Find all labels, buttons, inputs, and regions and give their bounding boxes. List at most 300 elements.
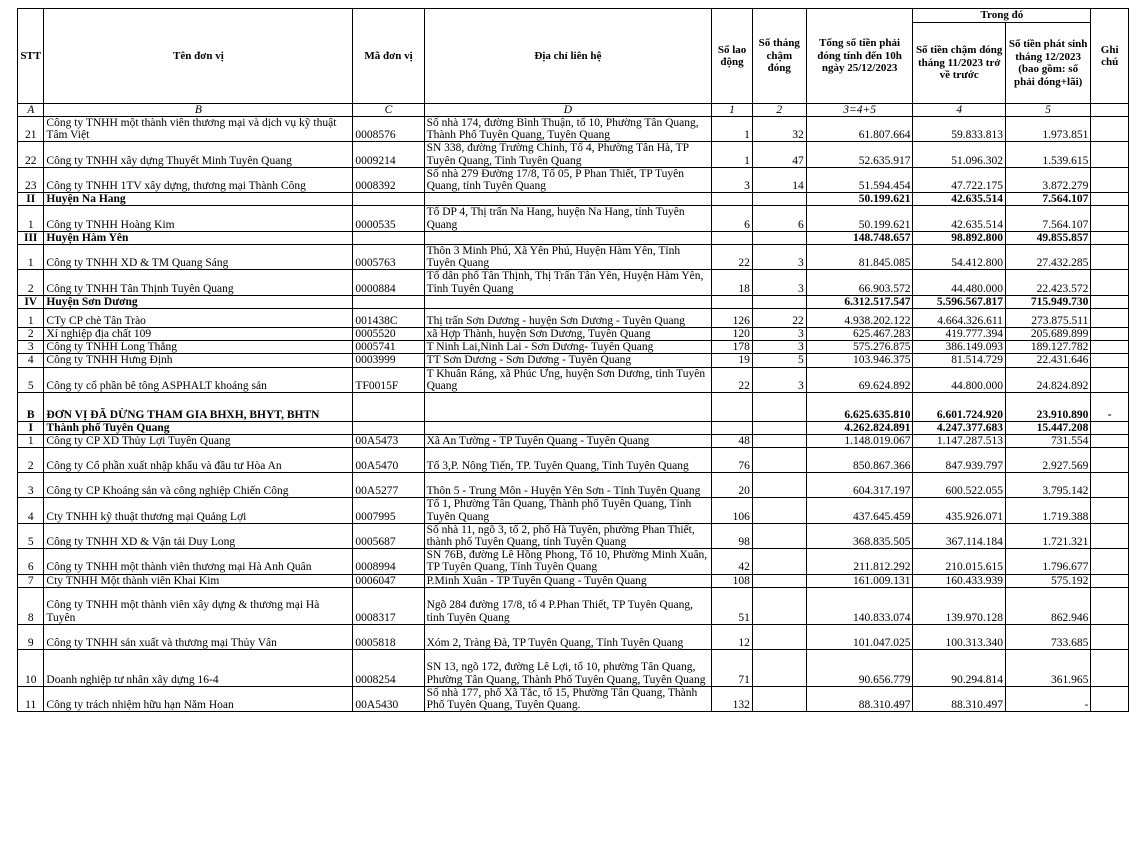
debt-report-sheet (17, 8, 1129, 712)
cell-phat-sinh: 1.719.388 (1005, 498, 1090, 523)
table-row (18, 309, 1129, 328)
cell-so-lao-dong: 48 (712, 435, 753, 448)
cell-stt: II (18, 193, 44, 206)
cell-dia-chi: Xã An Tường - TP Tuyên Quang - Tuyên Quang (424, 435, 712, 448)
section-row (18, 231, 1129, 244)
table-row (18, 649, 1129, 686)
cell-ten-don-vi: ĐƠN VỊ ĐÃ DỪNG THAM GIA BHXH, BHYT, BHTN (44, 393, 353, 422)
cell-ma-don-vi: 0007995 (353, 498, 424, 523)
cell-ghi-chu (1091, 206, 1129, 231)
cell-stt: 3 (18, 341, 44, 354)
cell-ma-don-vi: 0000884 (353, 270, 424, 295)
cell-stt: 4 (18, 354, 44, 367)
cell-stt: III (18, 231, 44, 244)
table-row (18, 448, 1129, 473)
cell-so-thang: 3 (752, 270, 806, 295)
table-row (18, 549, 1129, 574)
cell-stt: 1 (18, 435, 44, 448)
subheader-cell: 2 (752, 104, 806, 117)
cell-so-thang: 3 (752, 328, 806, 341)
cell-tong-so-tien: 625.467.283 (806, 328, 913, 341)
section-row (18, 295, 1129, 308)
cell-cham-dong: 210.015.615 (913, 549, 1005, 574)
cell-cham-dong: 600.522.055 (913, 473, 1005, 498)
cell-tong-so-tien: 103.946.375 (806, 354, 913, 367)
cell-ten-don-vi: Công ty TNHH Hưng Định (44, 354, 353, 367)
cell-ghi-chu (1091, 328, 1129, 341)
table-row (18, 624, 1129, 649)
cell-so-lao-dong: 76 (712, 448, 753, 473)
cell-ma-don-vi: 001438C (353, 309, 424, 328)
cell-cham-dong: 88.310.497 (913, 686, 1005, 711)
table-row (18, 367, 1129, 392)
cell-tong-so-tien: 6.625.635.810 (806, 393, 913, 422)
cell-so-lao-dong: 6 (712, 206, 753, 231)
cell-ghi-chu (1091, 523, 1129, 548)
cell-so-thang: 3 (752, 341, 806, 354)
cell-so-lao-dong (712, 393, 753, 422)
cell-cham-dong: 54.412.800 (913, 245, 1005, 270)
cell-ma-don-vi: 0005763 (353, 245, 424, 270)
cell-tong-so-tien: 140.833.074 (806, 587, 913, 624)
cell-stt: IV (18, 295, 44, 308)
table-row (18, 523, 1129, 548)
cell-phat-sinh: 27.432.285 (1005, 245, 1090, 270)
cell-phat-sinh: - (1005, 686, 1090, 711)
cell-so-lao-dong: 108 (712, 574, 753, 587)
table-header (18, 9, 1129, 117)
cell-phat-sinh: 23.910.890 (1005, 393, 1090, 422)
subheader-cell: B (44, 104, 353, 117)
cell-stt: 1 (18, 245, 44, 270)
table-row (18, 270, 1129, 295)
cell-ten-don-vi: Công ty TNHH một thành viên xây dựng & thương mại Hà Tuyên (44, 587, 353, 624)
cell-ten-don-vi: Huyện Hàm Yên (44, 231, 353, 244)
cell-ten-don-vi: Công ty CP Khoáng sản và công nghiệp Chiến Công (44, 473, 353, 498)
cell-stt: 2 (18, 328, 44, 341)
cell-phat-sinh: 715.949.730 (1005, 295, 1090, 308)
table-row (18, 117, 1129, 142)
cell-tong-so-tien: 211.812.292 (806, 549, 913, 574)
cell-cham-dong: 98.892.800 (913, 231, 1005, 244)
cell-ghi-chu (1091, 574, 1129, 587)
cell-cham-dong: 47.722.175 (913, 167, 1005, 192)
cell-tong-so-tien: 6.312.517.547 (806, 295, 913, 308)
cell-phat-sinh: 273.875.511 (1005, 309, 1090, 328)
cell-cham-dong: 6.601.724.920 (913, 393, 1005, 422)
cell-ma-don-vi: 00A5470 (353, 448, 424, 473)
cell-stt: 2 (18, 448, 44, 473)
cell-ten-don-vi: Công ty CP XD Thủy Lợi Tuyên Quang (44, 435, 353, 448)
table-row (18, 498, 1129, 523)
cell-ma-don-vi: 0009214 (353, 142, 424, 167)
cell-phat-sinh: 189.127.782 (1005, 341, 1090, 354)
header-dia-chi: Địa chỉ liên hệ (424, 9, 712, 104)
cell-dia-chi: SN 76B, đường Lê Hồng Phong, Tổ 10, Phường Minh Xuân, TP Tuyên Quang, Tỉnh Tuyên Quang (424, 549, 712, 574)
cell-so-thang: 32 (752, 117, 806, 142)
cell-ghi-chu (1091, 167, 1129, 192)
cell-ten-don-vi: Công ty TNHH Hoàng Kim (44, 206, 353, 231)
header-ten-don-vi: Tên đơn vị (44, 9, 353, 104)
cell-ten-don-vi: Xí nghiệp địa chất 109 (44, 328, 353, 341)
cell-dia-chi: T Ninh Lai,Ninh Lai - Sơn Dương- Tuyên Quang (424, 341, 712, 354)
cell-dia-chi: SN 338, đường Trường Chinh, Tổ 4, Phường Tân Hà, TP Tuyên Quang, Tỉnh Tuyên Quang (424, 142, 712, 167)
cell-so-lao-dong: 120 (712, 328, 753, 341)
cell-ghi-chu (1091, 295, 1129, 308)
cell-ten-don-vi: CTy CP chè Tân Trào (44, 309, 353, 328)
cell-stt: 1 (18, 309, 44, 328)
cell-ma-don-vi: TF0015F (353, 367, 424, 392)
cell-ghi-chu: - (1091, 393, 1129, 422)
cell-ten-don-vi: Công ty TNHH một thành viên thương mại và dịch vụ kỹ thuật Tâm Việt (44, 117, 353, 142)
cell-ma-don-vi: 0005687 (353, 523, 424, 548)
cell-cham-dong: 847.939.797 (913, 448, 1005, 473)
cell-dia-chi: Tổ 3,P. Nông Tiến, TP. Tuyên Quang, Tỉnh Tuyên Quang (424, 448, 712, 473)
cell-ma-don-vi: 00A5430 (353, 686, 424, 711)
cell-cham-dong: 42.635.514 (913, 206, 1005, 231)
cell-ten-don-vi: Cty TNHH Một thành viên Khai Kim (44, 574, 353, 587)
cell-stt: 8 (18, 587, 44, 624)
cell-ma-don-vi: 0005818 (353, 624, 424, 649)
subheader-cell: 5 (1005, 104, 1090, 117)
cell-ten-don-vi: Công ty TNHH sản xuất và thương mại Thủy Vân (44, 624, 353, 649)
cell-ghi-chu (1091, 231, 1129, 244)
cell-cham-dong: 42.635.514 (913, 193, 1005, 206)
cell-ma-don-vi: 0005741 (353, 341, 424, 354)
cell-tong-so-tien: 850.867.366 (806, 448, 913, 473)
table-row (18, 587, 1129, 624)
cell-so-lao-dong (712, 193, 753, 206)
cell-ten-don-vi: Thành phố Tuyên Quang (44, 422, 353, 435)
subheader-cell: D (424, 104, 712, 117)
cell-ten-don-vi: Công ty TNHH Tân Thịnh Tuyên Quang (44, 270, 353, 295)
cell-stt: 3 (18, 473, 44, 498)
subheader-row (18, 104, 1129, 117)
cell-stt: 6 (18, 549, 44, 574)
cell-so-lao-dong: 132 (712, 686, 753, 711)
cell-phat-sinh: 3.872.279 (1005, 167, 1090, 192)
cell-ghi-chu (1091, 354, 1129, 367)
cell-ten-don-vi: Công ty TNHH XD & TM Quang Sáng (44, 245, 353, 270)
cell-phat-sinh: 49.855.857 (1005, 231, 1090, 244)
cell-ghi-chu (1091, 245, 1129, 270)
cell-so-lao-dong: 3 (712, 167, 753, 192)
cell-phat-sinh: 1.973.851 (1005, 117, 1090, 142)
cell-so-thang (752, 549, 806, 574)
cell-ghi-chu (1091, 367, 1129, 392)
cell-phat-sinh: 1.539.615 (1005, 142, 1090, 167)
cell-ten-don-vi: Công ty cổ phần bê tông ASPHALT khoáng sản (44, 367, 353, 392)
cell-phat-sinh: 15.447.208 (1005, 422, 1090, 435)
cell-ghi-chu (1091, 473, 1129, 498)
cell-cham-dong: 160.433.939 (913, 574, 1005, 587)
cell-cham-dong: 435.926.071 (913, 498, 1005, 523)
cell-ghi-chu (1091, 624, 1129, 649)
cell-stt: B (18, 393, 44, 422)
cell-ma-don-vi (353, 193, 424, 206)
subheader-cell: A (18, 104, 44, 117)
cell-so-thang (752, 587, 806, 624)
cell-so-lao-dong: 71 (712, 649, 753, 686)
cell-tong-so-tien: 69.624.892 (806, 367, 913, 392)
cell-ghi-chu (1091, 117, 1129, 142)
cell-ma-don-vi: 0008392 (353, 167, 424, 192)
cell-phat-sinh: 24.824.892 (1005, 367, 1090, 392)
cell-phat-sinh: 575.192 (1005, 574, 1090, 587)
cell-dia-chi: T Khuân Ráng, xã Phúc Ứng, huyện Sơn Dương, tỉnh Tuyên Quang (424, 367, 712, 392)
cell-cham-dong: 51.096.302 (913, 142, 1005, 167)
cell-so-lao-dong: 22 (712, 367, 753, 392)
cell-phat-sinh: 22.431.646 (1005, 354, 1090, 367)
cell-cham-dong: 100.313.340 (913, 624, 1005, 649)
cell-so-thang (752, 193, 806, 206)
section-row (18, 193, 1129, 206)
header-phat-sinh: Số tiền phát sinh tháng 12/2023 (bao gồm: số phải đóng+lãi) (1005, 23, 1090, 104)
cell-ghi-chu (1091, 498, 1129, 523)
cell-stt: 2 (18, 270, 44, 295)
cell-phat-sinh: 1.721.321 (1005, 523, 1090, 548)
cell-phat-sinh: 3.795.142 (1005, 473, 1090, 498)
header-tong-so-tien: Tổng số tiền phải đóng tính đến 10h ngày 25/12/2023 (806, 9, 913, 104)
cell-so-thang: 47 (752, 142, 806, 167)
cell-tong-so-tien: 1.148.019.067 (806, 435, 913, 448)
cell-so-lao-dong: 1 (712, 142, 753, 167)
cell-ghi-chu (1091, 448, 1129, 473)
cell-ma-don-vi (353, 393, 424, 422)
cell-so-lao-dong: 18 (712, 270, 753, 295)
cell-so-lao-dong: 51 (712, 587, 753, 624)
cell-ghi-chu (1091, 422, 1129, 435)
cell-cham-dong: 81.514.729 (913, 354, 1005, 367)
table-row (18, 435, 1129, 448)
cell-so-lao-dong: 12 (712, 624, 753, 649)
header-ghi-chu: Ghi chú (1091, 9, 1129, 104)
cell-ghi-chu (1091, 435, 1129, 448)
table-row (18, 142, 1129, 167)
cell-ma-don-vi: 0008994 (353, 549, 424, 574)
cell-so-thang (752, 422, 806, 435)
cell-ten-don-vi: Doanh nghiệp tư nhân xây dựng 16-4 (44, 649, 353, 686)
cell-ten-don-vi: Công ty Cổ phần xuất nhập khẩu và đầu tư Hòa An (44, 448, 353, 473)
table-body (18, 117, 1129, 712)
header-ma-don-vi: Mã đơn vị (353, 9, 424, 104)
cell-dia-chi (424, 231, 712, 244)
cell-stt: 5 (18, 367, 44, 392)
cell-stt: 9 (18, 624, 44, 649)
cell-cham-dong: 367.114.184 (913, 523, 1005, 548)
table-row (18, 328, 1129, 341)
cell-dia-chi (424, 422, 712, 435)
cell-so-lao-dong (712, 231, 753, 244)
cell-so-thang (752, 295, 806, 308)
debt-table (17, 8, 1129, 712)
cell-tong-so-tien: 161.009.131 (806, 574, 913, 587)
cell-dia-chi: Tổ DP 4, Thị trấn Na Hang, huyện Na Hang, tỉnh Tuyên Quang (424, 206, 712, 231)
table-row (18, 574, 1129, 587)
cell-so-thang (752, 435, 806, 448)
cell-dia-chi: TT Sơn Dương - Sơn Dương - Tuyên Quang (424, 354, 712, 367)
cell-ghi-chu (1091, 309, 1129, 328)
cell-stt: 1 (18, 206, 44, 231)
cell-ghi-chu (1091, 549, 1129, 574)
cell-dia-chi: Thôn 5 - Trung Môn - Huyện Yên Sơn - Tỉnh Tuyên Quang (424, 473, 712, 498)
subheader-cell: 4 (913, 104, 1005, 117)
table-row (18, 167, 1129, 192)
cell-so-thang (752, 393, 806, 422)
cell-ma-don-vi: 00A5277 (353, 473, 424, 498)
cell-so-lao-dong: 20 (712, 473, 753, 498)
cell-so-lao-dong: 106 (712, 498, 753, 523)
header-so-lao-dong: Số lao động (712, 9, 753, 104)
cell-dia-chi: Số nhà 174, đường Bình Thuận, tổ 10, Phường Tân Quang, Thành Phố Tuyên Quang, Tuyên Quang (424, 117, 712, 142)
table-row (18, 354, 1129, 367)
cell-ghi-chu (1091, 341, 1129, 354)
cell-cham-dong: 4.247.377.683 (913, 422, 1005, 435)
cell-dia-chi: xã Hợp Thành, huyện Sơn Dương, Tuyên Quang (424, 328, 712, 341)
cell-ma-don-vi (353, 295, 424, 308)
cell-stt: 10 (18, 649, 44, 686)
cell-ten-don-vi: Công ty TNHH một thành viên thương mại Hà Anh Quân (44, 549, 353, 574)
cell-tong-so-tien: 575.276.875 (806, 341, 913, 354)
cell-phat-sinh: 731.554 (1005, 435, 1090, 448)
cell-cham-dong: 59.833.813 (913, 117, 1005, 142)
subheader-cell: C (353, 104, 424, 117)
cell-tong-so-tien: 66.903.572 (806, 270, 913, 295)
table-row (18, 686, 1129, 711)
cell-ghi-chu (1091, 142, 1129, 167)
cell-phat-sinh: 7.564.107 (1005, 193, 1090, 206)
cell-phat-sinh: 361.965 (1005, 649, 1090, 686)
cell-ma-don-vi: 0008576 (353, 117, 424, 142)
cell-stt: 21 (18, 117, 44, 142)
cell-stt: 22 (18, 142, 44, 167)
subheader-cell (1091, 104, 1129, 117)
cell-tong-so-tien: 604.317.197 (806, 473, 913, 498)
header-cham-dong: Số tiền chậm đóng tháng 11/2023 trở về trước (913, 23, 1005, 104)
table-row (18, 473, 1129, 498)
cell-cham-dong: 419.777.394 (913, 328, 1005, 341)
cell-cham-dong: 44.800.000 (913, 367, 1005, 392)
cell-so-lao-dong: 98 (712, 523, 753, 548)
cell-ma-don-vi: 0000535 (353, 206, 424, 231)
cell-ghi-chu (1091, 587, 1129, 624)
cell-so-lao-dong (712, 295, 753, 308)
cell-tong-so-tien: 50.199.621 (806, 193, 913, 206)
cell-phat-sinh: 22.423.572 (1005, 270, 1090, 295)
cell-so-lao-dong: 126 (712, 309, 753, 328)
cell-tong-so-tien: 51.594.454 (806, 167, 913, 192)
cell-so-thang (752, 448, 806, 473)
cell-cham-dong: 90.294.814 (913, 649, 1005, 686)
cell-phat-sinh: 205.689.899 (1005, 328, 1090, 341)
cell-so-lao-dong: 42 (712, 549, 753, 574)
cell-stt: 23 (18, 167, 44, 192)
cell-ma-don-vi: 0008254 (353, 649, 424, 686)
cell-tong-so-tien: 61.807.664 (806, 117, 913, 142)
cell-ghi-chu (1091, 686, 1129, 711)
table-row (18, 245, 1129, 270)
cell-ten-don-vi: Công ty TNHH xây dựng Thuyết Minh Tuyên Quang (44, 142, 353, 167)
cell-ten-don-vi: Cty TNHH kỹ thuật thương mại Quảng Lợi (44, 498, 353, 523)
cell-dia-chi: Ngõ 284 đường 17/8, tổ 4 P.Phan Thiết, TP Tuyên Quang, tỉnh Tuyên Quang (424, 587, 712, 624)
cell-so-thang (752, 231, 806, 244)
cell-so-lao-dong (712, 422, 753, 435)
cell-dia-chi: SN 13, ngõ 172, đường Lê Lợi, tổ 10, phường Tân Quang, Phường Tân Quang, Thành Phố Tuyên Quang, Tuyên Quang (424, 649, 712, 686)
cell-ten-don-vi: Huyện Na Hang (44, 193, 353, 206)
cell-so-thang (752, 649, 806, 686)
cell-ten-don-vi: Công ty TNHH 1TV xây dựng, thương mại Thành Công (44, 167, 353, 192)
cell-so-thang (752, 523, 806, 548)
cell-dia-chi: Tổ dân phố Tân Thịnh, Thị Trấn Tân Yên, Huyện Hàm Yên, Tỉnh Tuyên Quang (424, 270, 712, 295)
cell-so-thang (752, 624, 806, 649)
cell-tong-so-tien: 88.310.497 (806, 686, 913, 711)
cell-ten-don-vi: Huyện Sơn Dương (44, 295, 353, 308)
cell-phat-sinh: 733.685 (1005, 624, 1090, 649)
cell-tong-so-tien: 81.845.085 (806, 245, 913, 270)
cell-ghi-chu (1091, 270, 1129, 295)
cell-tong-so-tien: 368.835.505 (806, 523, 913, 548)
table-row (18, 341, 1129, 354)
cell-tong-so-tien: 52.635.917 (806, 142, 913, 167)
cell-tong-so-tien: 148.748.657 (806, 231, 913, 244)
cell-so-lao-dong: 1 (712, 117, 753, 142)
cell-dia-chi: Thị trấn Sơn Dương - huyện Sơn Dương - Tuyên Quang (424, 309, 712, 328)
cell-dia-chi: Thôn 3 Minh Phú, Xã Yên Phú, Huyện Hàm Yên, Tỉnh Tuyên Quang (424, 245, 712, 270)
table-row (18, 206, 1129, 231)
cell-so-thang: 3 (752, 367, 806, 392)
cell-stt: 11 (18, 686, 44, 711)
cell-stt: 4 (18, 498, 44, 523)
cell-cham-dong: 5.596.567.817 (913, 295, 1005, 308)
header-trong-do: Trong đó (913, 9, 1091, 23)
cell-cham-dong: 1.147.287.513 (913, 435, 1005, 448)
cell-dia-chi: Tổ 1, Phường Tân Quang, Thành phố Tuyên Quang, Tỉnh Tuyên Quang (424, 498, 712, 523)
subheader-cell: 1 (712, 104, 753, 117)
cell-ma-don-vi (353, 231, 424, 244)
cell-ghi-chu (1091, 193, 1129, 206)
cell-cham-dong: 4.664.326.611 (913, 309, 1005, 328)
cell-ma-don-vi: 0003999 (353, 354, 424, 367)
cell-cham-dong: 139.970.128 (913, 587, 1005, 624)
cell-so-lao-dong: 19 (712, 354, 753, 367)
cell-phat-sinh: 1.796.677 (1005, 549, 1090, 574)
cell-tong-so-tien: 50.199.621 (806, 206, 913, 231)
section-row (18, 422, 1129, 435)
cell-tong-so-tien: 4.938.202.122 (806, 309, 913, 328)
cell-ma-don-vi: 0005520 (353, 328, 424, 341)
cell-so-thang (752, 686, 806, 711)
cell-phat-sinh: 2.927.569 (1005, 448, 1090, 473)
cell-so-thang: 22 (752, 309, 806, 328)
header-stt: STT (18, 9, 44, 104)
cell-phat-sinh: 7.564.107 (1005, 206, 1090, 231)
cell-so-thang (752, 498, 806, 523)
cell-dia-chi: P.Minh Xuân - TP Tuyên Quang - Tuyên Quang (424, 574, 712, 587)
cell-dia-chi (424, 295, 712, 308)
cell-so-lao-dong: 178 (712, 341, 753, 354)
cell-ten-don-vi: Công ty TNHH Long Thắng (44, 341, 353, 354)
cell-ma-don-vi: 0006047 (353, 574, 424, 587)
cell-ma-don-vi (353, 422, 424, 435)
cell-stt: 7 (18, 574, 44, 587)
cell-dia-chi (424, 193, 712, 206)
cell-ten-don-vi: Công ty trách nhiệm hữu hạn Năm Hoan (44, 686, 353, 711)
header-so-thang: Số tháng chậm đóng (752, 9, 806, 104)
cell-so-thang (752, 473, 806, 498)
cell-so-thang: 14 (752, 167, 806, 192)
cell-ma-don-vi: 0008317 (353, 587, 424, 624)
group-row (18, 393, 1129, 422)
